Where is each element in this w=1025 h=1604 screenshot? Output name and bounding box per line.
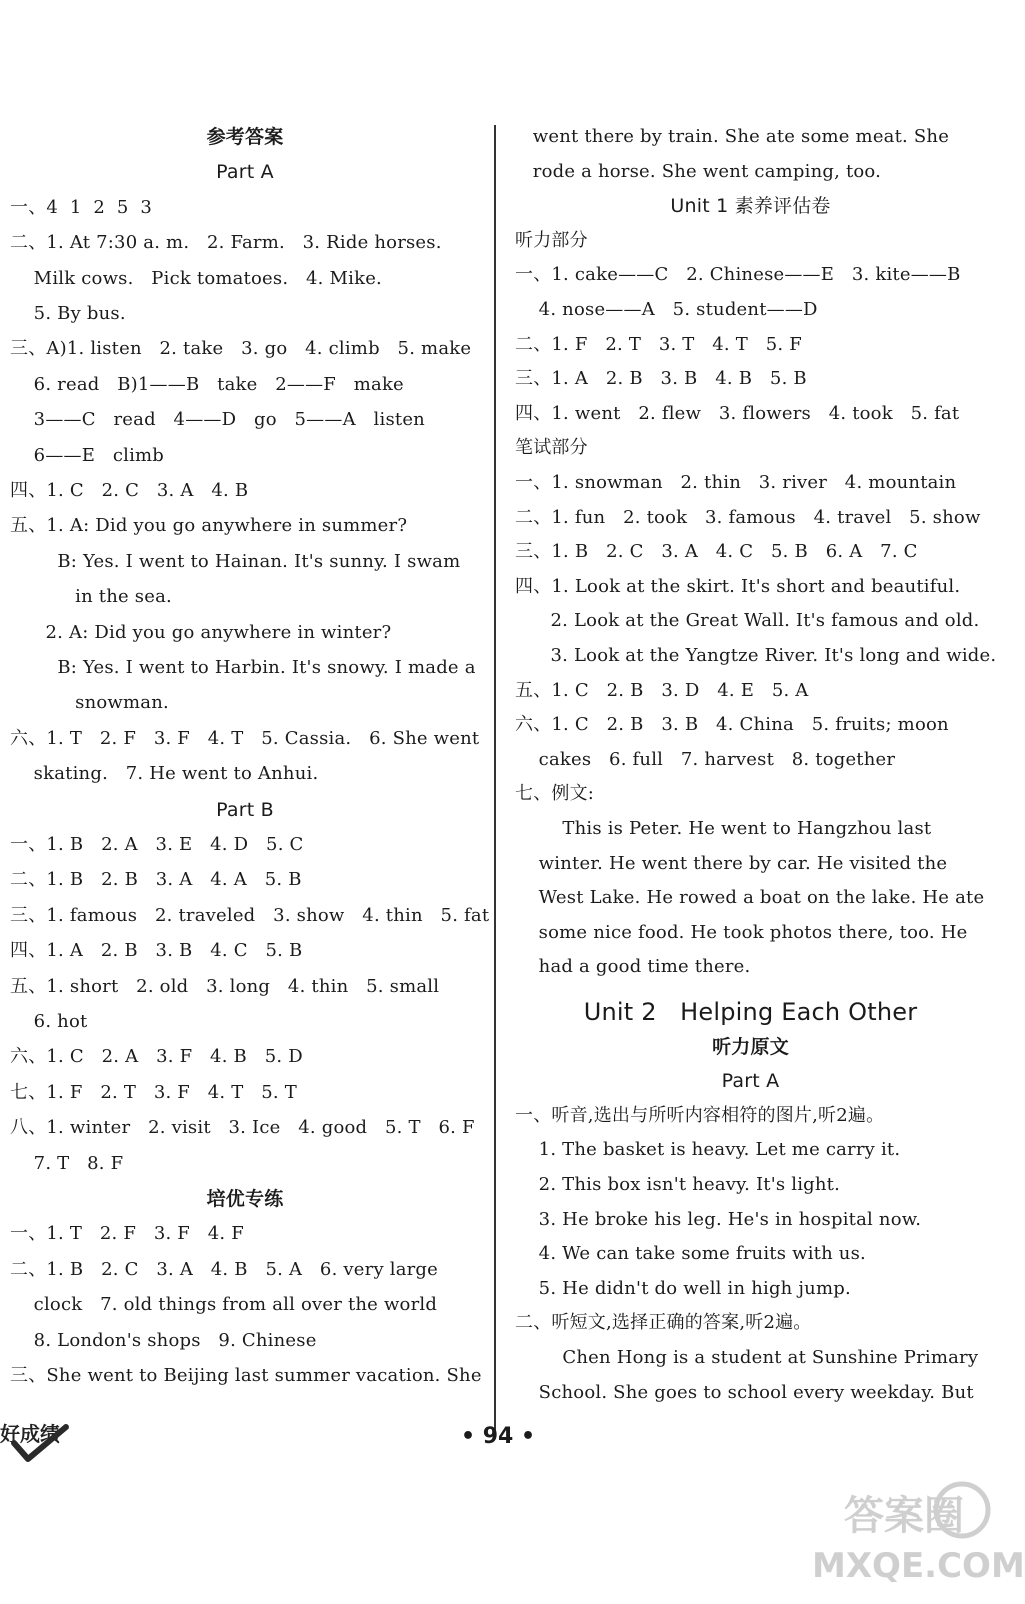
right-column-line: 三、1. B 2. C 3. A 4. C 5. B 6. A 7. C xyxy=(515,541,918,563)
right-column-line: 三、1. A 2. B 3. B 4. B 5. B xyxy=(515,368,807,390)
right-column-line: 5. He didn't do well in high jump. xyxy=(515,1277,851,1299)
left-column-line: clock 7. old things from all over the world xyxy=(10,1294,438,1316)
left-column-line: skating. 7. He went to Anhui. xyxy=(10,763,319,785)
right-column-line: This is Peter. He went to Hangzhou last xyxy=(515,818,932,839)
left-column-line: 一、4 1 2 5 3 xyxy=(10,196,153,218)
right-column-line: 一、听音,选出与所听内容相符的图片,听2遍。 xyxy=(515,1104,885,1126)
right-column-line: Part A xyxy=(721,1070,780,1093)
right-column-line: Chen Hong is a student at Sunshine Primary xyxy=(515,1347,979,1368)
right-column-line: 听力原文 xyxy=(712,1035,789,1058)
right-column-line: cakes 6. full 7. harvest 8. together xyxy=(515,748,896,770)
left-column-line: 二、1. B 2. B 3. A 4. A 5. B xyxy=(10,869,302,891)
left-column-line: 八、1. winter 2. visit 3. Ice 4. good 5. T 6. F xyxy=(10,1117,475,1139)
left-column-line: 四、1. C 2. C 3. A 4. B xyxy=(10,480,249,501)
left-column-line: 六、1. T 2. F 3. F 4. T 5. Cassia. 6. She went xyxy=(10,727,480,749)
column-divider xyxy=(494,125,496,1430)
watermark-url: MXQE.COM xyxy=(812,1546,1025,1586)
left-column-line: 七、1. F 2. T 3. F 4. T 5. T xyxy=(10,1081,297,1103)
brand-logo-text: 好成绩 xyxy=(0,1422,60,1446)
right-column-line: 3. He broke his leg. He's in hospital now. xyxy=(515,1208,922,1230)
left-column-line: 参考答案 xyxy=(206,126,284,148)
left-column-line: Part A xyxy=(216,161,274,184)
watermark-title: 答案圈 xyxy=(844,1493,964,1539)
left-column-line: 6. hot xyxy=(10,1011,88,1032)
right-column-line: some nice food. He took photos there, too. He xyxy=(515,921,968,943)
right-column-line: 四、1. Look at the skirt. It's short and beautiful. xyxy=(515,575,961,597)
right-column-line: 七、例文: xyxy=(515,783,595,805)
left-column-line: 一、1. B 2. A 3. E 4. D 5. C xyxy=(10,834,304,855)
right-column-line: 二、1. fun 2. took 3. famous 4. travel 5. show xyxy=(515,506,981,528)
left-column-line: 二、1. B 2. C 3. A 4. B 5. A 6. very large xyxy=(10,1258,439,1280)
left-column-line: 8. London's shops 9. Chinese xyxy=(10,1329,317,1351)
left-column-line: 6. read B)1——B take 2——F make xyxy=(10,373,404,395)
right-column-line: 五、1. C 2. B 3. D 4. E 5. A xyxy=(515,679,809,701)
left-column-line: 3——C read 4——D go 5——A listen xyxy=(10,409,425,431)
watermark-logo xyxy=(812,1478,1025,1604)
right-column-line: 听力部分 xyxy=(515,229,588,251)
right-column-line: 4. We can take some fruits with us. xyxy=(515,1243,866,1265)
left-column-line: 五、1. A: Did you go anywhere in summer? xyxy=(10,515,408,537)
left-column-line: 四、1. A 2. B 3. B 4. C 5. B xyxy=(10,940,303,962)
right-column-line: winter. He went there by car. He visited the xyxy=(515,852,948,874)
page-number: • 94 • xyxy=(460,1424,536,1449)
right-column-line: 2. This box isn't heavy. It's light. xyxy=(515,1174,841,1195)
right-column-line: 3. Look at the Yangtze River. It's long and wide. xyxy=(515,645,997,666)
left-column-line: 三、She went to Beijing last summer vacation. She xyxy=(10,1365,482,1386)
left-column-line: B: Yes. I went to Harbin. It's snowy. I made a xyxy=(10,657,476,678)
left-column-line: Milk cows. Pick tomatoes. 4. Mike. xyxy=(10,267,382,289)
left-column-line: 三、1. famous 2. traveled 3. show 4. thin 5. fat xyxy=(10,904,490,926)
left-column-line: 2. A: Did you go anywhere in winter? xyxy=(10,621,392,643)
right-column-line: went there by train. She ate some meat. She xyxy=(515,126,950,147)
left-column-line: 培优专练 xyxy=(206,1188,284,1210)
left-column-line: 6——E climb xyxy=(10,444,165,466)
left-column-line: snowman. xyxy=(10,692,169,714)
left-column-line: 六、1. C 2. A 3. F 4. B 5. D xyxy=(10,1046,303,1068)
right-column-line: rode a horse. She went camping, too. xyxy=(515,160,882,182)
left-column-line: 7. T 8. F xyxy=(10,1152,124,1174)
right-column-line: 二、1. F 2. T 3. T 4. T 5. F xyxy=(515,333,802,355)
right-column-line: West Lake. He rowed a boat on the lake. He ate xyxy=(515,887,985,909)
right-column-line: 4. nose——A 5. student——D xyxy=(515,299,818,320)
right-column-line: 六、1. C 2. B 3. B 4. China 5. fruits; moon xyxy=(515,714,949,736)
right-column-line: 二、听短文,选择正确的答案,听2遍。 xyxy=(515,1312,812,1334)
right-column-line: Unit 2 Helping Each Other xyxy=(583,998,918,1026)
left-column-line: 五、1. short 2. old 3. long 4. thin 5. small xyxy=(10,975,440,997)
right-column-line: Unit 1 素养评估卷 xyxy=(670,195,831,218)
right-column-line: 笔试部分 xyxy=(515,437,588,459)
right-column-line: 1. The basket is heavy. Let me carry it. xyxy=(515,1139,901,1161)
right-column-line: 四、1. went 2. flew 3. flowers 4. took 5. fat xyxy=(515,402,960,424)
right-column-line: had a good time there. xyxy=(515,956,751,978)
right-column-line: 一、1. snowman 2. thin 3. river 4. mountain xyxy=(515,472,957,493)
left-column-line: 二、1. At 7:30 a. m. 2. Farm. 3. Ride horses. xyxy=(10,232,442,254)
left-column-line: Part B xyxy=(216,798,274,821)
left-column-line: 三、A)1. listen 2. take 3. go 4. climb 5. make xyxy=(10,338,472,360)
left-column-line: 5. By bus. xyxy=(10,303,126,324)
right-column-line: 2. Look at the Great Wall. It's famous and old. xyxy=(515,610,980,632)
right-column-line: 一、1. cake——C 2. Chinese——E 3. kite——B xyxy=(515,264,961,286)
right-column-line: School. She goes to school every weekday. But xyxy=(515,1381,974,1403)
left-column-line: in the sea. xyxy=(10,586,172,608)
left-column-line: 一、1. T 2. F 3. F 4. F xyxy=(10,1223,244,1245)
left-column-line: B: Yes. I went to Hainan. It's sunny. I swam xyxy=(10,550,461,572)
